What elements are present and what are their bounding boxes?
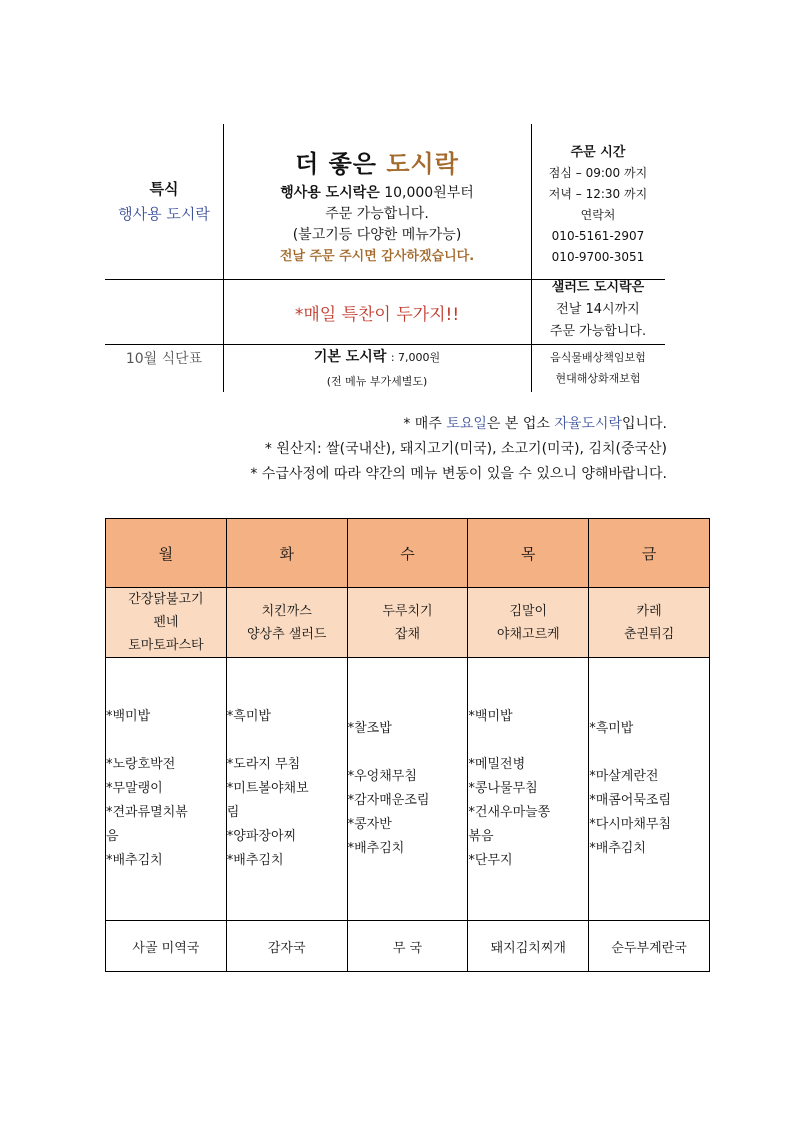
side-item: *다시마채무침 (589, 817, 672, 832)
phone-1: 010-5161-2907 (551, 229, 645, 243)
special-box (105, 178, 223, 224)
side-item: *노랑호박전 (106, 757, 176, 772)
sides-thu (468, 658, 589, 921)
day-tue: 화 (226, 519, 347, 588)
note-saturday-a: * 매주 (403, 416, 442, 432)
note-saturday-free: 자율도시락 (554, 416, 622, 432)
main-fri (589, 588, 710, 658)
side-item: *우엉채무침 (347, 769, 417, 784)
side-item: 볶음 (468, 829, 494, 844)
note-saturday-c: 은 본 업소 (486, 416, 550, 432)
main-item: 카레 (636, 603, 662, 619)
basic-price: : 7,000원 (390, 351, 441, 364)
side-item: *도라지 무침 (226, 757, 301, 772)
note-origin: * 원산지: 쌀(국내산), 돼지고기(미국), 소고기(미국), 김치(중국산) (264, 441, 667, 457)
day-mon: 월 (106, 519, 227, 588)
basic-vat: (전 메뉴 부가세별도) (326, 375, 428, 388)
brand-accent: 도시락 (386, 149, 459, 178)
rice-item: *흑미밥 (589, 721, 634, 736)
main-item: 토마토파스타 (128, 638, 204, 653)
main-tue (226, 588, 347, 658)
rice-item: *백미밥 (106, 709, 151, 724)
event-desc-price: 10,000원부터 (384, 185, 474, 201)
weekly-menu-table (105, 518, 710, 972)
main-item: 잡채 (394, 626, 421, 642)
side-item: 음 (106, 829, 119, 844)
insurance-box (531, 347, 665, 389)
main-item: 치킨까스 (261, 603, 312, 619)
main-item: 김말이 (509, 603, 548, 619)
soup-mon: 사골 미역국 (106, 921, 227, 972)
note-saturday (105, 412, 667, 437)
order-time-lunch: 점심 – 09:00 까지 (548, 166, 648, 180)
brand-prefix: 더 좋은 (295, 150, 377, 178)
side-item: *단무지 (468, 853, 513, 868)
order-time-title: 주문 시간 (570, 145, 626, 160)
sides-tue (226, 658, 347, 921)
main-item: 간장닭불고기 (128, 592, 204, 607)
salad-box (531, 277, 665, 343)
note-saturday-e: 입니다. (621, 416, 667, 432)
note-change: * 수급사정에 따라 약간의 메뉴 변동이 있을 수 있으니 양해바랍니다. (250, 466, 667, 482)
soup-thu: 돼지김치찌개 (468, 921, 589, 972)
special-subtitle: 행사용 도시락 (118, 205, 210, 223)
main-wed (347, 588, 468, 658)
side-item: *배추김치 (106, 853, 163, 868)
side-item: *미트볼야채보 (226, 781, 309, 796)
event-desc-thanks: 전날 주문 주시면 감사하겠습니다. (279, 249, 475, 264)
order-time-box (531, 142, 665, 268)
phone-2: 010-9700-3051 (551, 250, 645, 264)
main-item: 야채고르케 (496, 626, 560, 642)
sides-wed (347, 658, 468, 921)
brand-title (223, 144, 531, 179)
sides-fri (589, 658, 710, 921)
soup-fri: 순두부계란국 (589, 921, 710, 972)
salad-line2: 전날 14시까지 (556, 302, 640, 317)
side-item: 림 (226, 805, 240, 820)
main-thu (468, 588, 589, 658)
event-description (223, 183, 531, 267)
side-item: *감자매운조림 (347, 793, 430, 808)
side-item: *메밀전병 (468, 757, 526, 772)
main-dish-row (106, 588, 710, 658)
order-time-dinner: 저녁 – 12:30 까지 (548, 187, 648, 201)
day-header-row (106, 519, 710, 588)
salad-line3: 주문 가능합니다. (549, 324, 647, 339)
special-title: 특식 (149, 180, 179, 198)
side-item: *콩나물무침 (468, 781, 538, 796)
side-item: *매콤어묵조림 (589, 793, 672, 808)
basic-box (223, 345, 531, 394)
event-desc-bold: 행사용 도시락은 (280, 185, 380, 201)
side-item: *견과류멸치볶 (106, 805, 188, 820)
salad-line1: 샐러드 도시락은 (551, 280, 645, 295)
day-wed: 수 (347, 519, 468, 588)
side-item: *양파장아찌 (226, 829, 297, 844)
insurance-line1: 음식물배상책임보험 (550, 351, 646, 364)
event-desc-line3: (불고기등 다양한 메뉴가능) (292, 227, 462, 243)
rice-item: *찰조밥 (347, 721, 392, 736)
side-item: *배추김치 (589, 841, 646, 856)
side-item: *콩자반 (347, 817, 392, 832)
main-item: 양상추 샐러드 (246, 626, 327, 642)
rice-item: *흑미밥 (226, 709, 271, 724)
main-item: 춘권튀김 (623, 626, 675, 642)
side-item: *배추김치 (226, 853, 284, 868)
side-item: *무말랭이 (106, 781, 163, 796)
insurance-line2: 현대해상화재보험 (555, 372, 641, 385)
main-item: 펜네 (153, 615, 179, 630)
brand-box (223, 144, 531, 267)
notes (105, 412, 667, 487)
day-thu: 목 (468, 519, 589, 588)
event-desc-line2: 주문 가능합니다. (325, 206, 429, 222)
side-dish-row (106, 658, 710, 921)
day-fri: 금 (589, 519, 710, 588)
soup-wed: 무 국 (347, 921, 468, 972)
rice-item: *백미밥 (468, 709, 513, 724)
main-mon (106, 588, 227, 658)
main-item: 두루치기 (382, 603, 433, 619)
soup-row (106, 921, 710, 972)
side-item: *마살계란전 (589, 769, 659, 784)
sides-mon (106, 658, 227, 921)
side-item: *배추김치 (347, 841, 405, 856)
daily-special: *매일 특찬이 두가지!! (294, 305, 460, 325)
side-item: *건새우마늘쫑 (468, 805, 551, 820)
contact-label: 연락처 (580, 208, 616, 222)
month-menu-label: 10월 식단표 (125, 351, 203, 367)
basic-label: 기본 도시락 (313, 349, 387, 365)
note-saturday-day: 토요일 (446, 416, 487, 432)
soup-tue: 감자국 (226, 921, 347, 972)
